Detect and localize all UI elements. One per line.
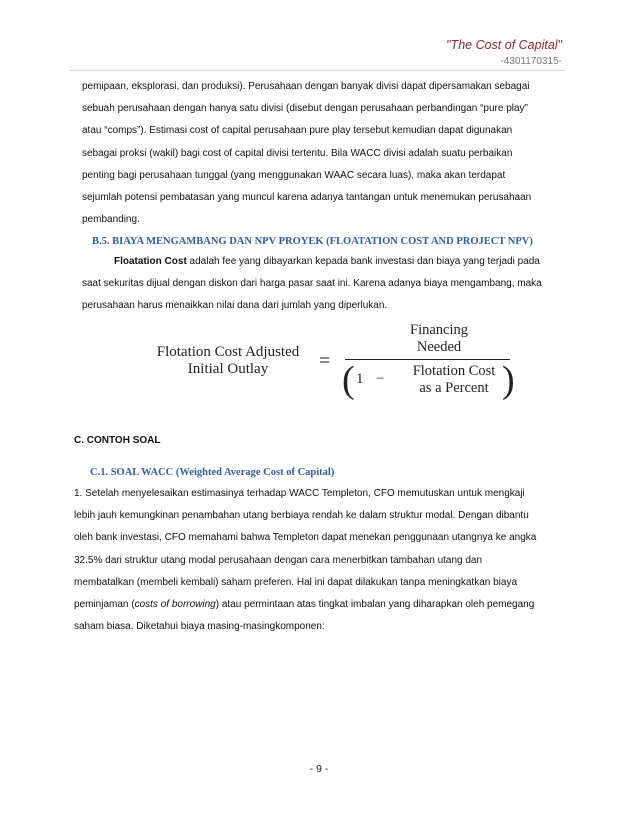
paragraph-line: penting bagi perusahaan tunggal (yang menggunakan WAAC secara luas), maka akan terdapat: [82, 169, 506, 181]
right-paren-glyph: ): [502, 359, 515, 401]
paragraph-line: saham biasa. Diketahui biaya masing-masingkomponen:: [74, 621, 325, 633]
section-heading-c1: C.1. SOAL WACC (Weighted Average Cost of Capital): [90, 467, 335, 478]
section-heading-c: C. CONTOH SOAL: [74, 435, 161, 446]
paragraph-line: oleh bank investasi, CFO memahami bahwa Templeton dapat menekan penggunaan utangnya ke angka: [74, 532, 537, 544]
formula-flotation-percent: Flotation Cost as a Percent: [412, 363, 496, 396]
formula-one: 1: [356, 371, 364, 387]
term-floatation-cost: Floatation Cost: [114, 256, 187, 267]
paragraph-line: 32.5% dari struktur utang modal perusahaan dengan cara menerbitkan tambahan utang dan: [74, 554, 483, 566]
paragraph-line: lebih jauh kemungkinan penambahan utang berbiaya rendah ke dalam struktur modal. Dengan dibantu: [74, 510, 529, 522]
continuation-paragraph: [82, 76, 562, 231]
paragraph-line: pembanding.: [82, 214, 140, 226]
running-header-title: "The Cost of Capital": [446, 38, 562, 52]
page-number: - 9 -: [309, 763, 329, 775]
paragraph-line: perusahaan harus menaikkan nilai dana dari jumlah yang diperlukan.: [82, 300, 388, 312]
formula-minus: −: [376, 371, 385, 387]
formula-equals-sign: =: [319, 350, 331, 372]
paragraph-line: atau “comps”). Estimasi cost of capital perusahaan pure play tersebut kemudian dapat digunakan: [82, 125, 513, 137]
paragraph-line: saat sekuritas dijual dengan diskon dari harga pasar saat ini. Karena adanya biaya mengambang, maka: [82, 278, 542, 290]
section-heading-b5: B.5. BIAYA MENGAMBANG DAN NPV PROYEK (FLOATATION COST AND PROJECT NPV): [92, 236, 533, 247]
formula-left-side: Flotation Cost Adjusted Initial Outlay: [156, 344, 300, 377]
header-divider: [70, 70, 566, 71]
paragraph-line: pemipaan, eksplorasi, dan produksi). Perusahaan dengan banyak divisi dapat dipersamakan sebagai: [82, 81, 530, 92]
flotation-cost-formula: [140, 322, 520, 400]
formula-numerator: Financing Needed: [410, 322, 468, 355]
paragraph-line: peminjaman (costs of borrowing) atau permintaan atas tingkat imbalan yang diharapkan oleh pemegang: [74, 599, 535, 611]
paragraph-line: sebagai proksi (wakil) bagi cost of capital divisi tertentu. Bila WACC divisi adalah suatu perbaikan: [82, 147, 513, 159]
paragraph-line: sebuah perusahaan dengan hanya satu divisi (disebut dengan perusahaan perbandingan “pure play”: [82, 103, 528, 115]
paragraph-line: sejumlah potensi pembatasan yang muncul karena adanya tantangan untuk menemukan perusahaan: [82, 192, 532, 204]
floatation-paragraph: [82, 251, 562, 318]
running-header-number: -4301170315-: [500, 56, 562, 67]
left-paren-glyph: (: [342, 359, 355, 401]
paragraph-line: membatalkan (membeli kembali) saham preferen. Hal ini dapat dilakukan tanpa meningkatkan biaya: [74, 576, 518, 588]
paragraph-line: 1. Setelah menyelesaikan estimasinya terhadap WACC Templeton, CFO memutuskan untuk mengkaji: [74, 488, 525, 499]
paragraph-line: Floatation Cost adalah fee yang dibayarkan kepada bank investasi dan biaya yang terjadi pada: [114, 256, 540, 267]
formula-denominator: [340, 360, 515, 402]
wacc-problem-paragraph: [74, 483, 564, 638]
italic-costs-of-borrowing: costs of borrowing: [134, 599, 216, 611]
